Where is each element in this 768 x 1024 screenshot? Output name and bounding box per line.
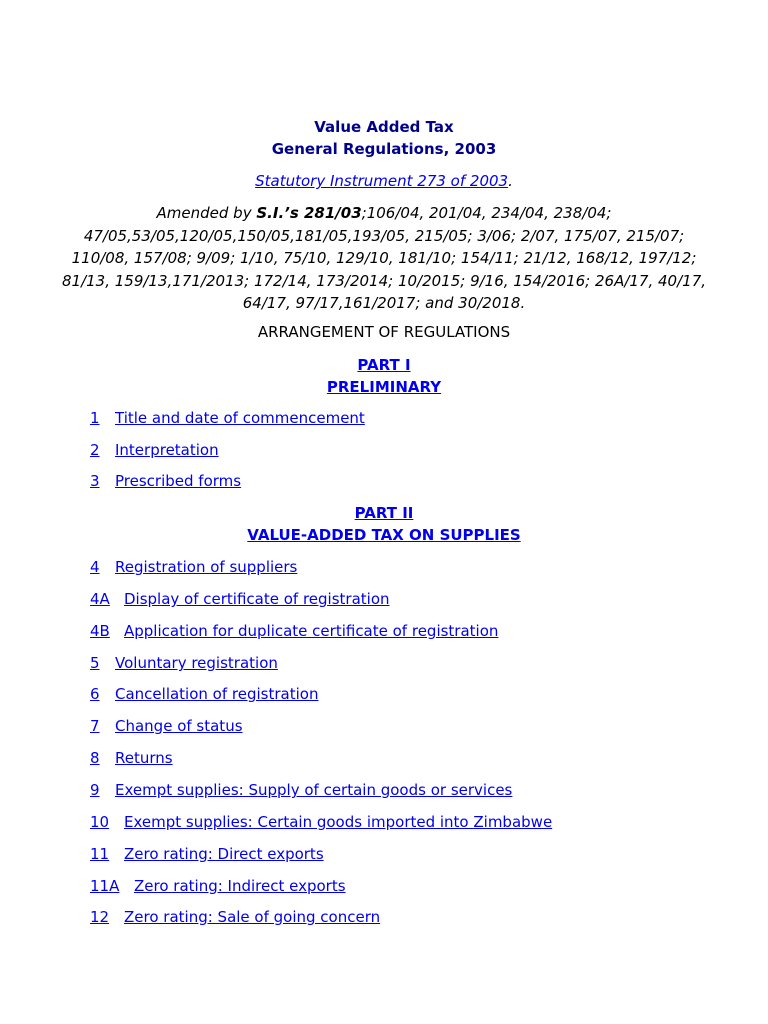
toc-item-number[interactable]: 10	[90, 813, 110, 831]
toc-item[interactable]	[90, 439, 219, 461]
toc-item-title[interactable]: Interpretation	[115, 441, 219, 459]
toc-item-title[interactable]: Display of certificate of registration	[124, 590, 390, 608]
title-line-2: General Regulations, 2003	[271, 140, 497, 158]
amended-list: ;106/04, 201/04, 234/04, 238/04; 47/05,53/05,120/05,150/05,181/05,193/05, 215/05; 3/06; 2/07, 175/07, 215/07; 110/08, 157/08; 9/09; 1/10, 75/10, 129/10, 181/10; 154/11; 21/12, 168/12, 197/12; 81/13, 159/13,171/2013; 172/14, 173/2014; 10/2015; 9/16, 154/2016; 26A/17, 40/17, 64/17, 97/17,161/2017; and 30/2018.	[61, 204, 707, 312]
toc-item-title[interactable]: Application for duplicate certificate of registration	[124, 622, 499, 640]
toc-item-number[interactable]: 4A	[90, 590, 110, 608]
toc-item-title[interactable]: Returns	[115, 749, 173, 767]
toc-item-title[interactable]: Exempt supplies: Supply of certain goods or services	[115, 781, 513, 799]
toc-item-title[interactable]: Voluntary registration	[115, 654, 278, 672]
toc-item-title[interactable]: Zero rating: Indirect exports	[134, 877, 346, 895]
document-title	[0, 116, 768, 160]
toc-item-number[interactable]: 7	[90, 717, 100, 735]
toc-item-number[interactable]: 4B	[90, 622, 110, 640]
toc-item[interactable]	[90, 715, 243, 737]
part-2-label-link[interactable]: PART II	[354, 504, 414, 522]
toc-item-number[interactable]: 12	[90, 908, 110, 926]
toc-item[interactable]	[90, 779, 512, 801]
arrangement-heading: ARRANGEMENT OF REGULATIONS	[257, 323, 511, 341]
toc-item-number[interactable]: 3	[90, 472, 100, 490]
toc-item[interactable]	[90, 407, 365, 429]
toc-item-title[interactable]: Exempt supplies: Certain goods imported into Zimbabwe	[124, 813, 553, 831]
statutory-instrument-period: .	[508, 172, 513, 190]
toc-item-number[interactable]: 1	[90, 409, 100, 427]
toc-item-title[interactable]: Title and date of commencement	[115, 409, 365, 427]
part-2-title	[0, 524, 768, 546]
toc-item[interactable]	[90, 843, 324, 865]
toc-item-title[interactable]: Change of status	[115, 717, 243, 735]
toc-item[interactable]	[90, 470, 241, 492]
toc-item[interactable]	[90, 906, 380, 928]
toc-item-number[interactable]: 11A	[90, 877, 120, 895]
part-2-label	[0, 502, 768, 524]
toc-item[interactable]	[90, 875, 346, 897]
toc-item-title[interactable]: Zero rating: Direct exports	[124, 845, 324, 863]
toc-item[interactable]	[90, 652, 278, 674]
toc-item-number[interactable]: 8	[90, 749, 100, 767]
toc-item[interactable]	[90, 588, 390, 610]
part-1-label	[0, 354, 768, 376]
part-1-label-link[interactable]: PART I	[357, 356, 411, 374]
statutory-instrument-line	[0, 170, 768, 192]
toc-item-title[interactable]: Registration of suppliers	[115, 558, 298, 576]
toc-item[interactable]	[90, 811, 552, 833]
toc-item-number[interactable]: 9	[90, 781, 100, 799]
toc-item-number[interactable]: 5	[90, 654, 100, 672]
toc-item-number[interactable]: 4	[90, 558, 100, 576]
part-1-title-link[interactable]: PRELIMINARY	[326, 378, 442, 396]
toc-item-number[interactable]: 11	[90, 845, 110, 863]
title-line-1: Value Added Tax	[314, 118, 454, 136]
statutory-instrument-link[interactable]: Statutory Instrument 273 of 2003	[255, 172, 509, 190]
part-1-title	[0, 376, 768, 398]
toc-item-number[interactable]: 2	[90, 441, 100, 459]
toc-item[interactable]	[90, 556, 297, 578]
amended-prefix: Amended by	[156, 204, 257, 222]
part-2-title-link[interactable]: VALUE-ADDED TAX ON SUPPLIES	[247, 526, 521, 544]
toc-item-title[interactable]: Cancellation of registration	[115, 685, 319, 703]
toc-item[interactable]	[90, 683, 318, 705]
amended-bold: S.I.’s 281/03	[256, 204, 362, 222]
toc-item-title[interactable]: Zero rating: Sale of going concern	[124, 908, 381, 926]
amendments-paragraph	[60, 202, 708, 315]
toc-item[interactable]	[90, 747, 173, 769]
toc-item-title[interactable]: Prescribed forms	[115, 472, 242, 490]
toc-item-number[interactable]: 6	[90, 685, 100, 703]
toc-item[interactable]	[90, 620, 498, 642]
